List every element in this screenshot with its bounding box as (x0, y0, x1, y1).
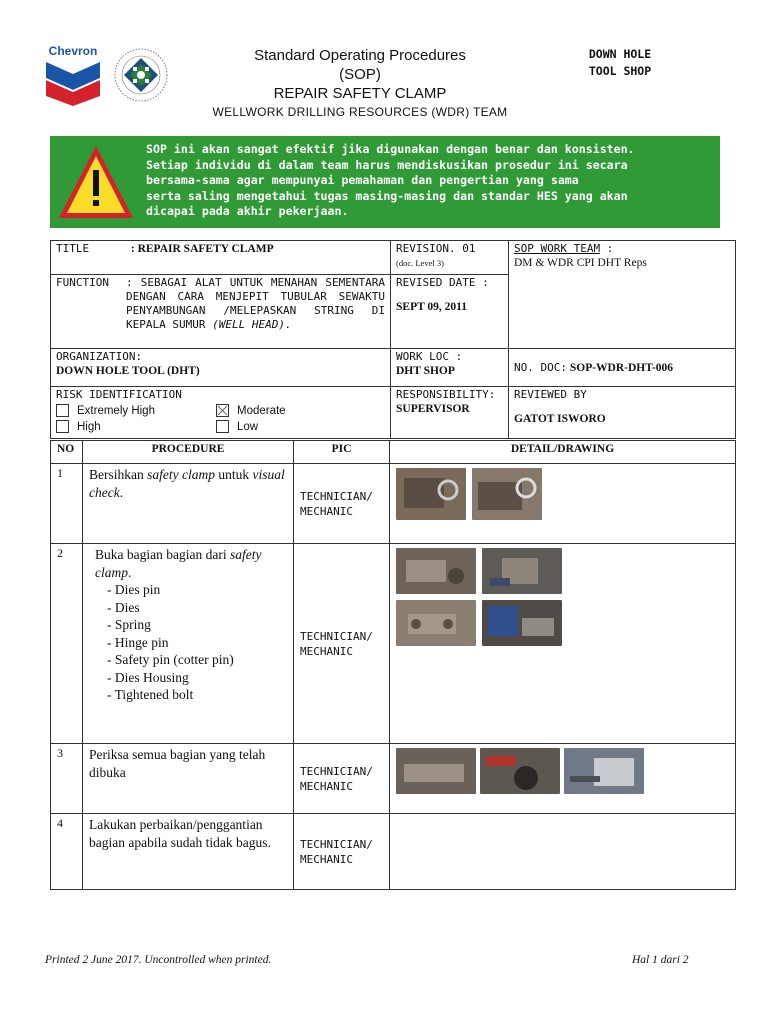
header-right-line1: DOWN HOLE (588, 47, 652, 61)
photo-disassembly-2 (482, 548, 562, 594)
resp-value: SUPERVISOR (396, 403, 470, 415)
risk-option-extremely-high[interactable]: Extremely High (56, 404, 216, 418)
photo-inspection-2 (480, 748, 560, 794)
workloc-label: WORK LOC : (396, 350, 463, 363)
chevron-logo-word: Chevron (48, 44, 98, 58)
checkbox-moderate[interactable] (216, 404, 229, 417)
list-item: - Dies pin (107, 581, 287, 599)
nodoc-cell (509, 349, 736, 387)
step-description: Lakukan perbaikan/penggantian bagian apabila sudah tidak bagus. (83, 814, 294, 890)
org-label: ORGANIZATION: (56, 350, 143, 363)
step-description: Bersihkan safety clamp untuk visual check. (83, 464, 294, 544)
list-item: - Dies Housing (107, 669, 287, 687)
photo-clamp-cleaning-2 (472, 468, 542, 520)
chevron-logo (44, 44, 102, 106)
step-drawing (390, 744, 736, 814)
reviewed-cell (509, 387, 736, 439)
header-title-line2: (SOP) (339, 66, 381, 83)
photo-disassembly-3 (396, 600, 476, 646)
team-value: DM & WDR CPI DHT Reps (514, 257, 647, 269)
warning-text: SOP ini akan sangat efektif jika digunakan dengan benar dan konsisten. Setiap individu di dalam team harus mendiskusikan prosedur ini secara bersama-sama agar mempunyai pemahaman dan pengertian yang sama serta saling mengetahui tugas masing-masing dan standar HES yang akan dicapai pada akhir pekerjaan. (146, 142, 635, 218)
revised-value: SEPT 09, 2011 (396, 301, 468, 313)
footer-page-number: Hal 1 dari 2 (632, 954, 689, 966)
warning-triangle-icon (56, 142, 136, 222)
step-number: 2 (51, 544, 83, 744)
step-pic: TECHNICIAN/ MECHANIC (294, 744, 390, 814)
checkbox-high[interactable] (56, 420, 69, 433)
col-header-pic: PIC (294, 441, 390, 464)
parts-list (89, 581, 287, 704)
nodoc-label: NO. DOC: (514, 360, 567, 374)
procedure-header-row (51, 441, 736, 464)
step-number: 1 (51, 464, 83, 544)
step-drawing (390, 544, 736, 744)
step-pic: TECHNICIAN/ MECHANIC (294, 464, 390, 544)
list-item: - Tightened bolt (107, 686, 287, 704)
header-title-line3: REPAIR SAFETY CLAMP (273, 85, 447, 102)
org-value: DOWN HOLE TOOL (DHT) (56, 365, 200, 377)
risk-label: RISK IDENTIFICATION (56, 388, 182, 401)
revision-cell (391, 241, 509, 275)
risk-option-moderate[interactable]: Moderate (216, 404, 376, 418)
header-right-label (560, 46, 680, 80)
header-title-line4: WELLWORK DRILLING RESOURCES (WDR) TEAM (212, 105, 508, 119)
risk-option-low[interactable]: Low (216, 420, 376, 434)
procedure-row (51, 544, 736, 744)
function-cell (51, 275, 391, 349)
footer-print-note: Printed 2 June 2017. Uncontrolled when printed. (45, 954, 272, 966)
step-description: Periksa semua bagian yang telah dibuka (83, 744, 294, 814)
function-label: FUNCTION (56, 276, 109, 289)
team-label: SOP WORK TEAM (514, 242, 601, 255)
revised-date-cell (391, 275, 509, 349)
list-item: - Hinge pin (107, 634, 287, 652)
organization-cell (51, 349, 391, 387)
header-right-line2: TOOL SHOP (588, 64, 652, 78)
procedure-row (51, 744, 736, 814)
checkbox-extremely-high[interactable] (56, 404, 69, 417)
list-item: - Safety pin (cotter pin) (107, 651, 287, 669)
procedure-table (50, 440, 736, 890)
list-item: - Dies (107, 599, 287, 617)
step-pic: TECHNICIAN/ MECHANIC (294, 544, 390, 744)
step-drawing (390, 814, 736, 890)
step-drawing (390, 464, 736, 544)
photo-clamp-cleaning-1 (396, 468, 466, 520)
photo-inspection-3 (564, 748, 644, 794)
title-value: : REPAIR SAFETY CLAMP (130, 243, 274, 255)
step-number: 4 (51, 814, 83, 890)
hes-seal-logo (112, 44, 170, 106)
reviewed-label: REVIEWED BY (514, 388, 587, 401)
risk-option-high[interactable]: High (56, 420, 216, 434)
sop-info-table (50, 240, 736, 439)
checkbox-low[interactable] (216, 420, 229, 433)
function-italic: (WELL HEAD). (212, 318, 292, 331)
step-number: 3 (51, 744, 83, 814)
photo-inspection-1 (396, 748, 476, 794)
function-text: : SEBAGAI ALAT UNTUK MENAHAN SEMENTARA DENGAN CARA MENJEPIT TUBULAR SEWAKTU PENYAMBUNGAN /MELEPASKAN STRING DI KEPALA SUMUR (126, 276, 385, 331)
col-header-procedure: PROCEDURE (83, 441, 294, 464)
col-header-no: NO (51, 441, 83, 464)
revised-label: REVISED DATE : (396, 276, 489, 289)
revision-label: REVISION. 01 (396, 242, 476, 255)
document-header (190, 46, 530, 121)
nodoc-value: SOP-WDR-DHT-006 (569, 361, 673, 374)
team-cell: SOP WORK TEAM : DM & WDR CPI DHT Reps (509, 241, 736, 349)
title-cell (51, 241, 391, 275)
work-loc-cell (391, 349, 509, 387)
risk-cell (51, 387, 391, 439)
step-pic: TECHNICIAN/ MECHANIC (294, 814, 390, 890)
revision-sub: (doc. Level 3) (396, 258, 444, 268)
procedure-row (51, 464, 736, 544)
photo-disassembly-4 (482, 600, 562, 646)
resp-label: RESPONSIBILITY: (396, 388, 496, 401)
step-description: Buka bagian bagian dari safety clamp. - Dies pin - Dies - Spring - Hinge pin - Safety pin (cotter pin) - Dies Housing - Tightened bolt (83, 544, 294, 744)
col-header-detail: DETAIL/DRAWING (390, 441, 736, 464)
reviewed-value: GATOT ISWORO (514, 413, 606, 425)
list-item: - Spring (107, 616, 287, 634)
photo-disassembly-1 (396, 548, 476, 594)
warning-banner (50, 136, 720, 228)
procedure-row (51, 814, 736, 890)
header-title-line1: Standard Operating Procedures (254, 47, 466, 64)
workloc-value: DHT SHOP (396, 365, 455, 377)
title-label: TITLE (56, 242, 90, 255)
responsibility-cell (391, 387, 509, 439)
